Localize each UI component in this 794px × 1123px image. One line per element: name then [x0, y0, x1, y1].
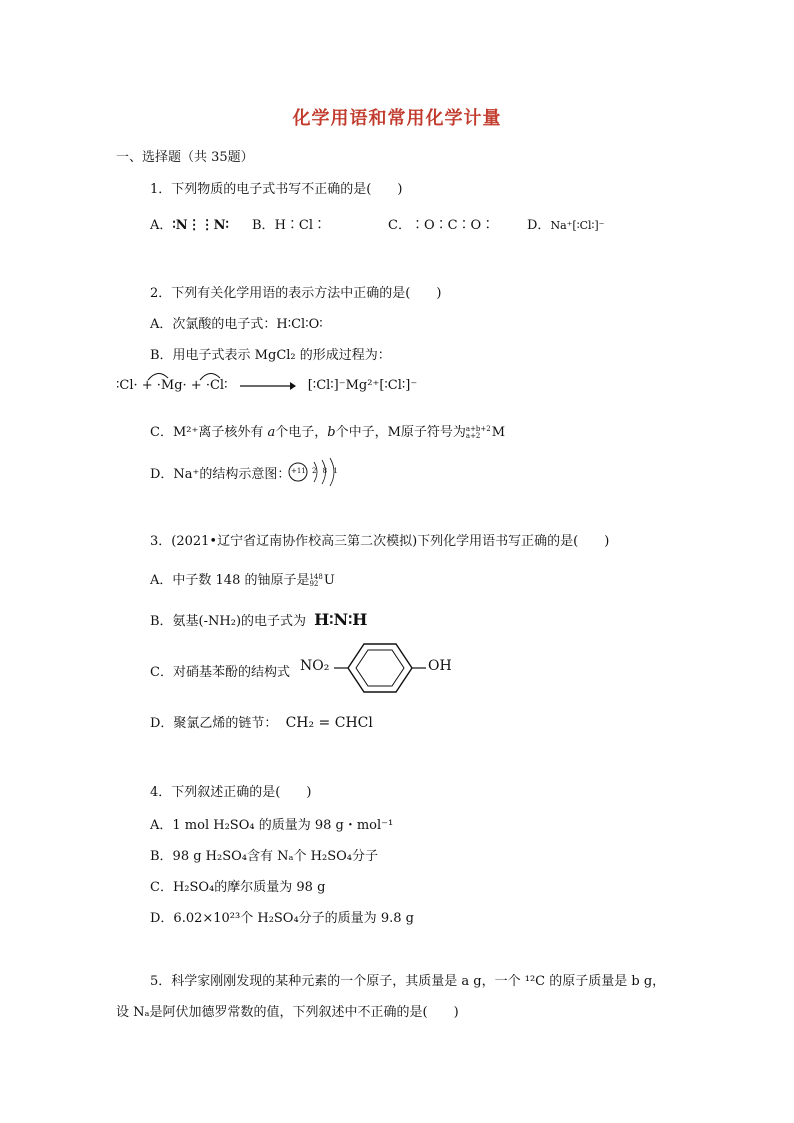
q1-option-a: A．∶N⋮⋮N∶ [150, 218, 229, 233]
q4-option-a: A．1 mol H₂SO₄ 的质量为 98 g・mol⁻¹ [150, 818, 394, 833]
q5-stem-line1: 5．科学家刚刚发现的某种元素的一个原子，其质量是 a g，一个 ¹²C 的原子质量是 b g， [150, 974, 666, 989]
q5-stem-line2: 设 Nₐ是阿伏加德罗常数的值，下列叙述中不正确的是( ) [116, 1005, 459, 1020]
q2-option-d: D．Na⁺的结构示意图： [150, 467, 291, 482]
q1-stem: 1．下列物质的电子式书写不正确的是( ) [150, 182, 403, 197]
nitro-group-label: NO₂ [300, 658, 330, 674]
pvc-repeat-unit: CH₂ = CHCl [285, 715, 373, 731]
q2-option-b: B．用电子式表示 MgCl₂ 的形成过程为： [150, 348, 391, 363]
q1-option-d: D．Na⁺[∶Cl∶]⁻ [527, 218, 605, 233]
section-heading: 一、选择题（共 35题） [116, 150, 254, 165]
q4-stem: 4．下列叙述正确的是( ) [150, 785, 312, 800]
q3-option-c: C．对硝基苯酚的结构式 [150, 665, 290, 680]
q3-option-a: A．中子数 148 的铀原子是 148 92 U [150, 572, 335, 588]
q4-option-d: D．6.02×10²³个 H₂SO₄分子的质量为 9.8 g [150, 911, 414, 926]
electron-shells: 2 8 1 [312, 467, 340, 475]
q3-option-d: D．聚氯乙烯的链节： CH₂ = CHCl [150, 715, 373, 731]
hydroxyl-group-label: OH [428, 658, 452, 674]
amino-electron-formula: H∶N∶H [314, 610, 368, 629]
nucleus-charge: +11 [291, 467, 306, 475]
page-title: 化学用语和常用化学计量 [292, 108, 502, 129]
benzene-ring-icon [334, 640, 434, 696]
q2-option-c: C．M²⁺离子核外有 a个电子，b个中子，M原子符号为 a+b+2 a+2 M [150, 424, 506, 440]
q2-stem: 2．下列有关化学用语的表示方法中正确的是( ) [150, 286, 442, 301]
q4-option-b: B．98 g H₂SO₄含有 Nₐ个 H₂SO₄分子 [150, 849, 378, 864]
na-ion-structure-diagram [286, 456, 346, 494]
q2-option-a: A．次氯酸的电子式：H∶Cl∶O∶ [150, 317, 323, 332]
q1-option-c: C．∶O∶C∶O∶ [388, 218, 495, 233]
electron-transfer-arrows-icon [140, 368, 230, 382]
q2-equation-product: [∶Cl∶]⁻Mg²⁺[∶Cl∶]⁻ [307, 378, 418, 393]
q3-stem: 3．(2021•辽宁省辽南协作校高三第二次模拟)下列化学用语书写正确的是( ) [150, 534, 610, 549]
q1-option-b: B．H∶Cl∶ [252, 218, 327, 233]
q4-option-c: C．H₂SO₄的摩尔质量为 98 g [150, 880, 326, 895]
q3-option-b: B．氨基(-NH₂)的电子式为 H∶N∶H [150, 610, 368, 629]
q2-equation-reactants: ∶Cl· + ·Mg· + ·Cl∶ [116, 378, 228, 393]
arrow-icon [238, 379, 298, 393]
